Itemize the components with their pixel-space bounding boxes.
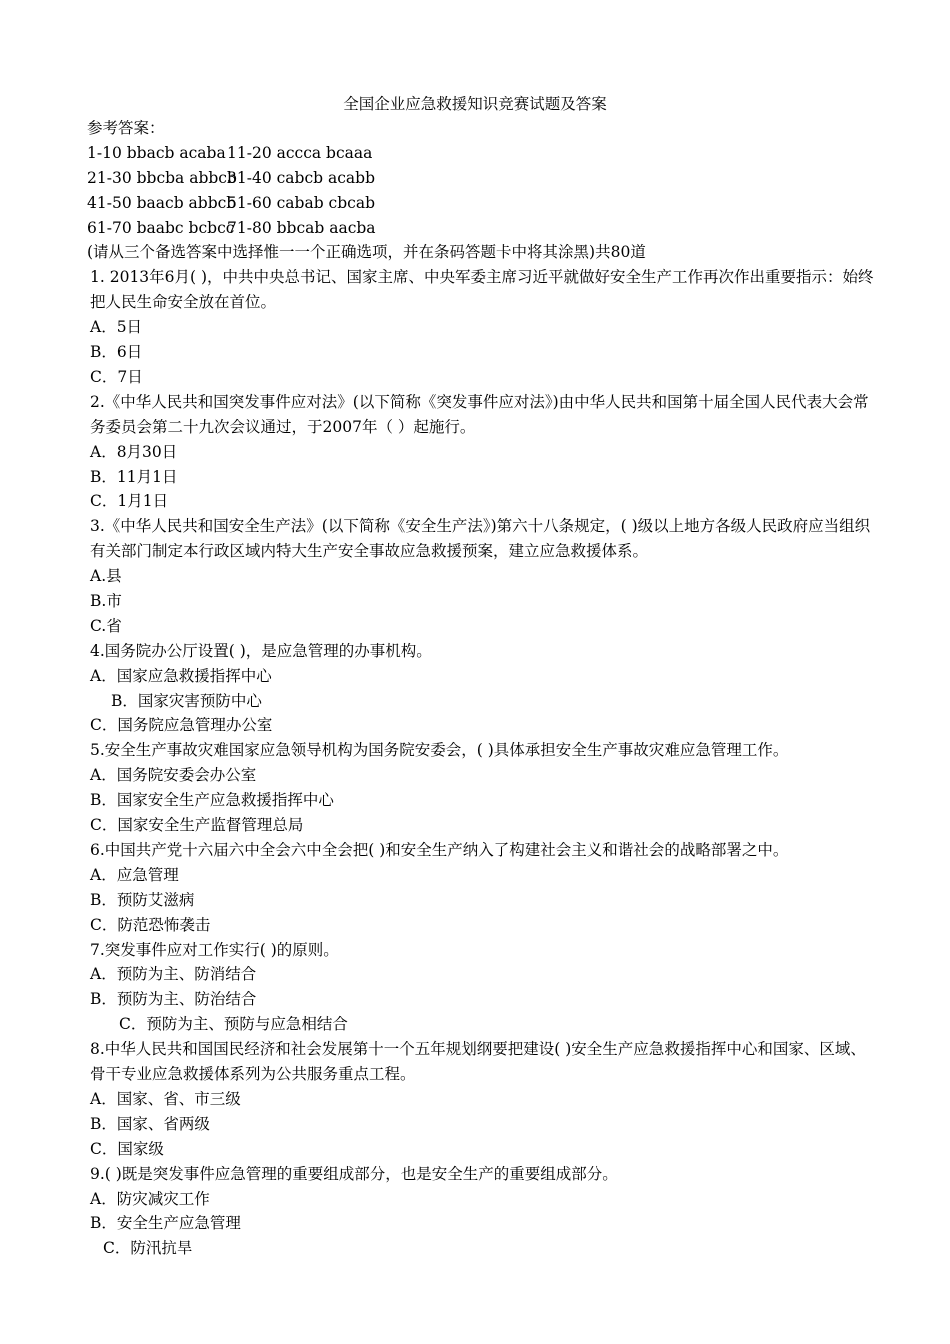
question-text: 8.中华人民共和国国民经济和社会发展第十一个五年规划纲要把建设( )安全生产应急救援指挥中心和国家、区域、骨干专业应急救援体系列为公共服务重点工程。 [90, 1040, 866, 1084]
question-text: 3.《中华人民共和国安全生产法》(以下简称《安全生产法》)第六十八条规定，( )级以上地方各级人民政府应当组织有关部门制定本行政区域内特大生产安全事故应急救援预案，建立应急救援体系。 [90, 517, 871, 561]
answer-range: 41-50 baacb abbcb [87, 193, 237, 212]
option: A．国家、省、市三级 [90, 1089, 241, 1108]
option: A．防灾减灾工作 [90, 1189, 210, 1208]
option: B．预防艾滋病 [90, 890, 195, 909]
option: B．国家、省两级 [90, 1114, 210, 1133]
answer-range: 71-80 bbcab aacba [227, 218, 376, 237]
answer-range: 61-70 baabc bcbcc [87, 218, 235, 237]
answer-row [87, 141, 877, 166]
question-text: 9.( )既是突发事件应急管理的重要组成部分，也是安全生产的重要组成部分。 [90, 1164, 618, 1183]
question-text: 7.突发事件应对工作实行( )的原则。 [90, 940, 339, 959]
document-body [87, 116, 877, 1261]
answer-range: 51-60 cabab cbcab [227, 193, 375, 212]
option: A.县 [90, 567, 122, 586]
answer-range: 31-40 cabcb acabb [227, 168, 375, 187]
option: C．国家级 [90, 1139, 164, 1158]
option: B．安全生产应急管理 [90, 1214, 241, 1233]
option: B．6日 [90, 343, 143, 362]
answer-range: 21-30 bbcba abbcb [87, 168, 237, 187]
answer-row [87, 166, 877, 191]
option: C．国务院应急管理办公室 [90, 716, 273, 735]
option: A．5日 [90, 318, 143, 337]
answer-heading: 参考答案： [87, 119, 165, 137]
option: B．国家灾害预防中心 [111, 691, 262, 710]
option: A．预防为主、防消结合 [90, 965, 257, 984]
document-title: 全国企业应急救援知识竞赛试题及答案 [343, 95, 607, 113]
answer-range: 11-20 accca bcaaa [227, 143, 373, 162]
answer-range: 1-10 bbacb acaba [87, 143, 226, 162]
option: A．应急管理 [90, 865, 179, 884]
question-text: 1. 2013年6月( )，中共中央总书记、国家主席、中央军委主席习近平就做好安全生产工作再次作出重要指示：始终把人民生命安全放在首位。 [90, 268, 874, 312]
option: C．国家安全生产监督管理总局 [90, 816, 304, 835]
question-text: 4.国务院办公厅设置( )，是应急管理的办事机构。 [90, 641, 432, 660]
answer-row [87, 191, 877, 216]
option: B．国家安全生产应急救援指挥中心 [90, 791, 334, 810]
option: A．国务院安委会办公室 [90, 766, 257, 785]
option: C．7日 [90, 367, 143, 386]
option: C．防范恐怖袭击 [90, 915, 211, 934]
option: C．预防为主、预防与应急相结合 [119, 1015, 348, 1034]
option: B.市 [90, 592, 122, 611]
option: C．防汛抗旱 [103, 1239, 193, 1258]
option: A．8月30日 [90, 442, 178, 461]
question-text: 5.安全生产事故灾难国家应急领导机构为国务院安委会，( )具体承担安全生产事故灾难应急管理工作。 [90, 741, 789, 760]
question-text: 2.《中华人民共和国突发事件应对法》(以下简称《突发事件应对法》)由中华人民共和国第十届全国人民代表大会常务委员会第二十九次会议通过，于2007年（ ）起施行。 [90, 392, 869, 436]
option: A．国家应急救援指挥中心 [90, 666, 272, 685]
question-text: 6.中国共产党十六届六中全会六中全会把( )和安全生产纳入了构建社会主义和谐社会的战略部署之中。 [90, 840, 789, 859]
option: C.省 [90, 616, 122, 635]
answer-row [87, 216, 877, 241]
instruction: (请从三个备选答案中选择惟一一个正确选项，并在条码答题卡中将其涂黑)共80道 [87, 243, 646, 262]
option: B．11月1日 [90, 467, 178, 486]
option: B．预防为主、防治结合 [90, 990, 257, 1009]
option: C．1月1日 [90, 492, 169, 511]
